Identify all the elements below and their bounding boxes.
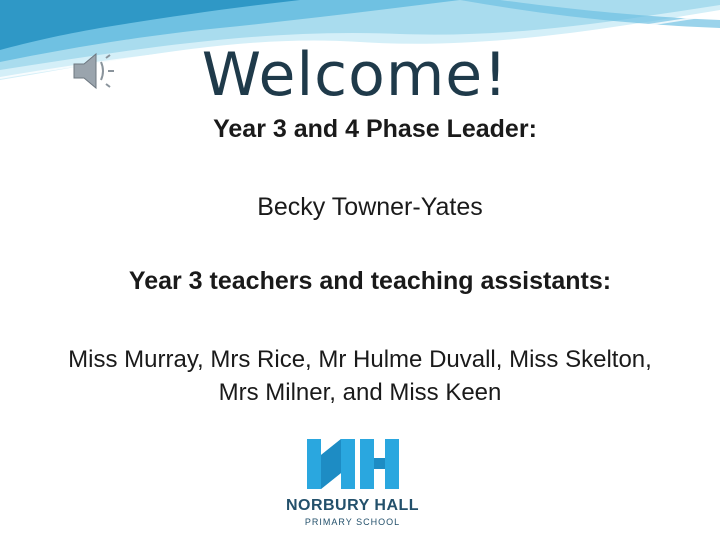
logo-school-subtitle: PRIMARY SCHOOL: [304, 517, 401, 527]
phase-leader-name: Becky Towner-Yates: [257, 193, 483, 221]
slide-title: Welcome!: [201, 40, 509, 110]
teachers-line-1: Miss Murray, Mrs Rice, Mr Hulme Duvall, Miss Skelton,: [68, 346, 652, 373]
nh-monogram-icon: [270, 425, 435, 495]
school-logo: [270, 425, 435, 537]
teachers-heading: Year 3 teachers and teaching assistants:: [128, 267, 612, 295]
teachers-list: [0, 343, 720, 409]
teachers-line-2: Mrs Milner, and Miss Keen: [218, 379, 502, 406]
logo-school-name: NORBURY HALL: [285, 497, 420, 514]
phase-leader-heading: Year 3 and 4 Phase Leader:: [213, 115, 537, 143]
